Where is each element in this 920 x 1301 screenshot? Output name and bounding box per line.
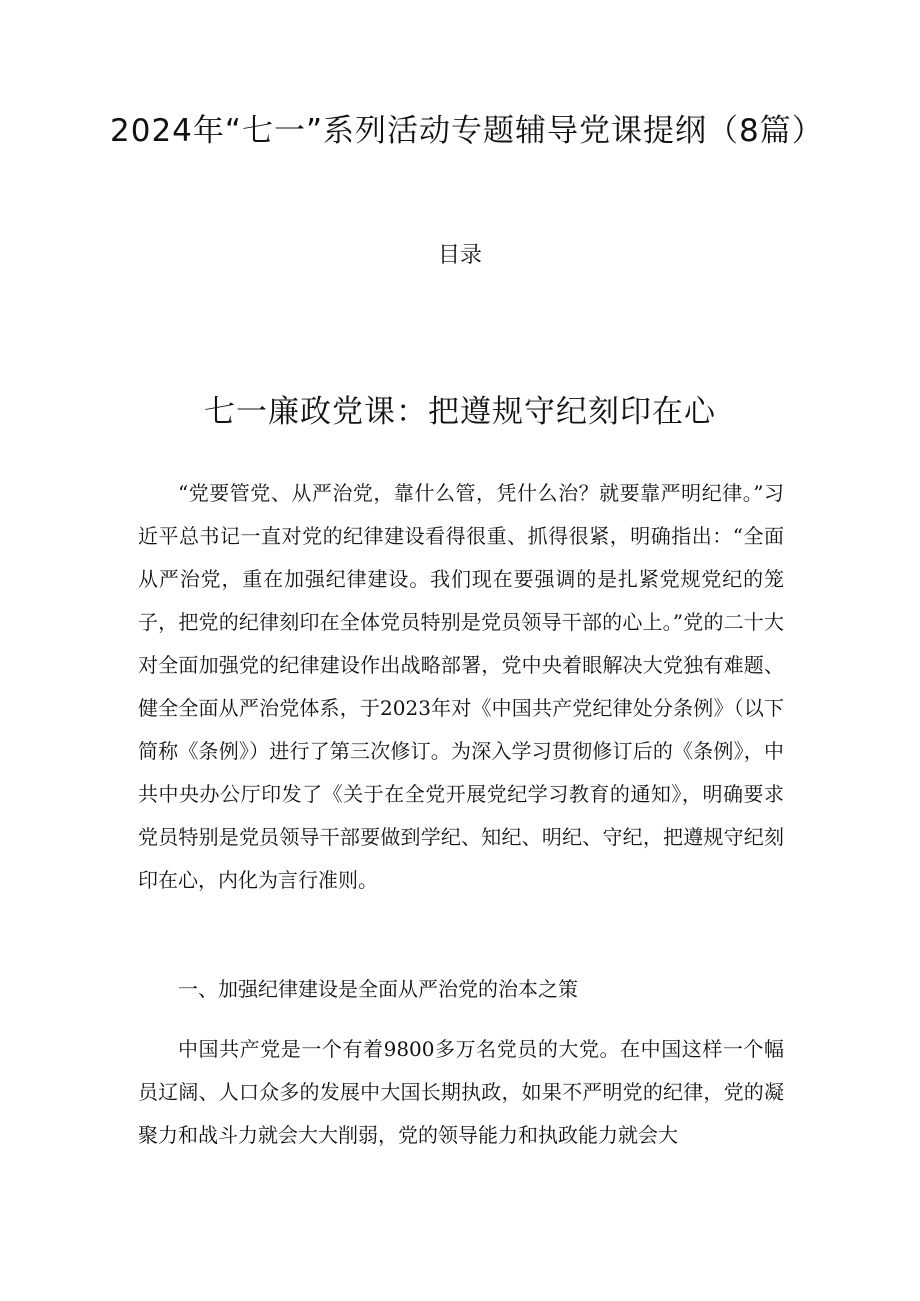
body-paragraph: 中国共产党是一个有着9800多万名党员的大党。在中国这样一个幅员辽阔、人口众多的发展中大国长期执政，如果不严明党的纪律，党的凝聚力和战斗力就会大大削弱，党的领导能力和执政能力就会大 xyxy=(138,1037,784,1147)
section-title: 七一廉政党课：把遵规守纪刻印在心 xyxy=(204,394,716,430)
body-paragraph: “党要管党、从严治党，靠什么管，凭什么治？就要靠严明纪律。”习近平总书记一直对党的纪律建设看得很重、抓得很紧，明确指出：“全面从严治党，重在加强纪律建设。我们现在要强调的是扎紧党规党纪的笼子，把党的纪律刻印在全体党员特别是党员领导干部的心上。”党的二十大对全面加强党的纪律建设作出战略部署，党中央着眼解决大党独有难题、健全全面从严治党体系，于2023年对《中国共产党纪律处分条例》（以下简称《条例》）进行了第三次修订。为深入学习贯彻修订后的《条例》，中共中央办公厅印发了《关于在全党开展党纪学习教育的通知》，明确要求党员特别是党员领导干部要做到学纪、知纪、明纪、守纪，把遵规守纪刻印在心，内化为言行准则。 xyxy=(138,481,784,892)
subheading-paragraph: 一、加强纪律建设是全面从严治党的治本之策 xyxy=(178,977,578,1001)
toc-heading: 目录 xyxy=(437,243,482,268)
document-title: 2024年“七一”系列活动专题辅导党课提纲（8篇） xyxy=(110,113,824,149)
